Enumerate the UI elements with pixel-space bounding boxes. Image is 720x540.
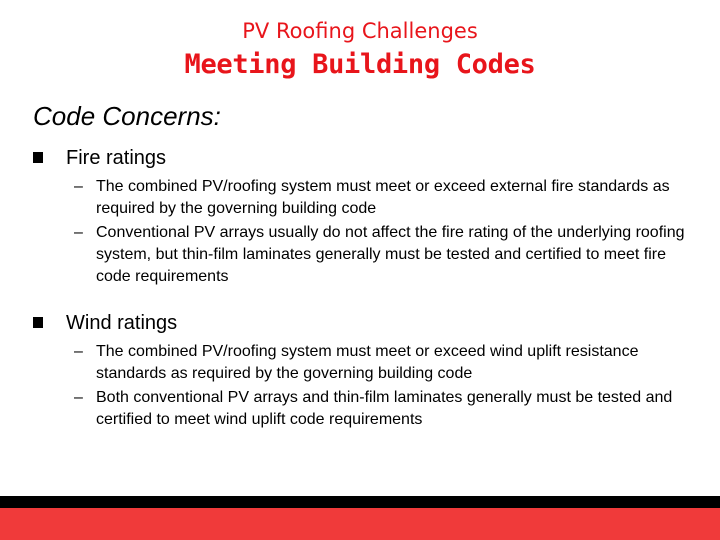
- sub-item-text: Both conventional PV arrays and thin-film laminates generally must be tested and certified to meet wind uplift code requirements: [96, 389, 673, 428]
- dash-icon: –: [74, 224, 83, 241]
- slide-subtitle: PV Roofing Challenges: [242, 19, 478, 43]
- dash-icon: –: [74, 389, 83, 406]
- footer-red-bar: [0, 508, 720, 540]
- sub-list-fire: [74, 176, 694, 290]
- square-bullet-icon: [33, 152, 43, 163]
- bullet-label: Fire ratings: [66, 147, 167, 169]
- sub-item: [74, 222, 694, 288]
- sub-item: [74, 387, 694, 431]
- dash-icon: –: [74, 343, 83, 360]
- sub-item-text: The combined PV/roofing system must meet or exceed wind uplift resistance standards as required by the governing building code: [96, 343, 639, 382]
- sub-item-text: The combined PV/roofing system must meet or exceed external fire standards as required by the governing building code: [96, 178, 670, 217]
- sub-item: [74, 341, 694, 385]
- dash-icon: –: [74, 178, 83, 195]
- bullet-label: Wind ratings: [66, 312, 178, 334]
- footer-black-bar: [0, 496, 720, 508]
- sub-list-wind: [74, 341, 694, 433]
- sub-item-text: Conventional PV arrays usually do not affect the fire rating of the underlying roofing system, but thin-film laminates generally must be tested and certified to meet fire code requirements: [96, 224, 685, 285]
- square-bullet-icon: [33, 317, 43, 328]
- section-heading: Code Concerns:: [33, 101, 221, 131]
- sub-item: [74, 176, 694, 220]
- slide-title: Meeting Building Codes: [184, 49, 536, 80]
- title-block: [0, 16, 720, 82]
